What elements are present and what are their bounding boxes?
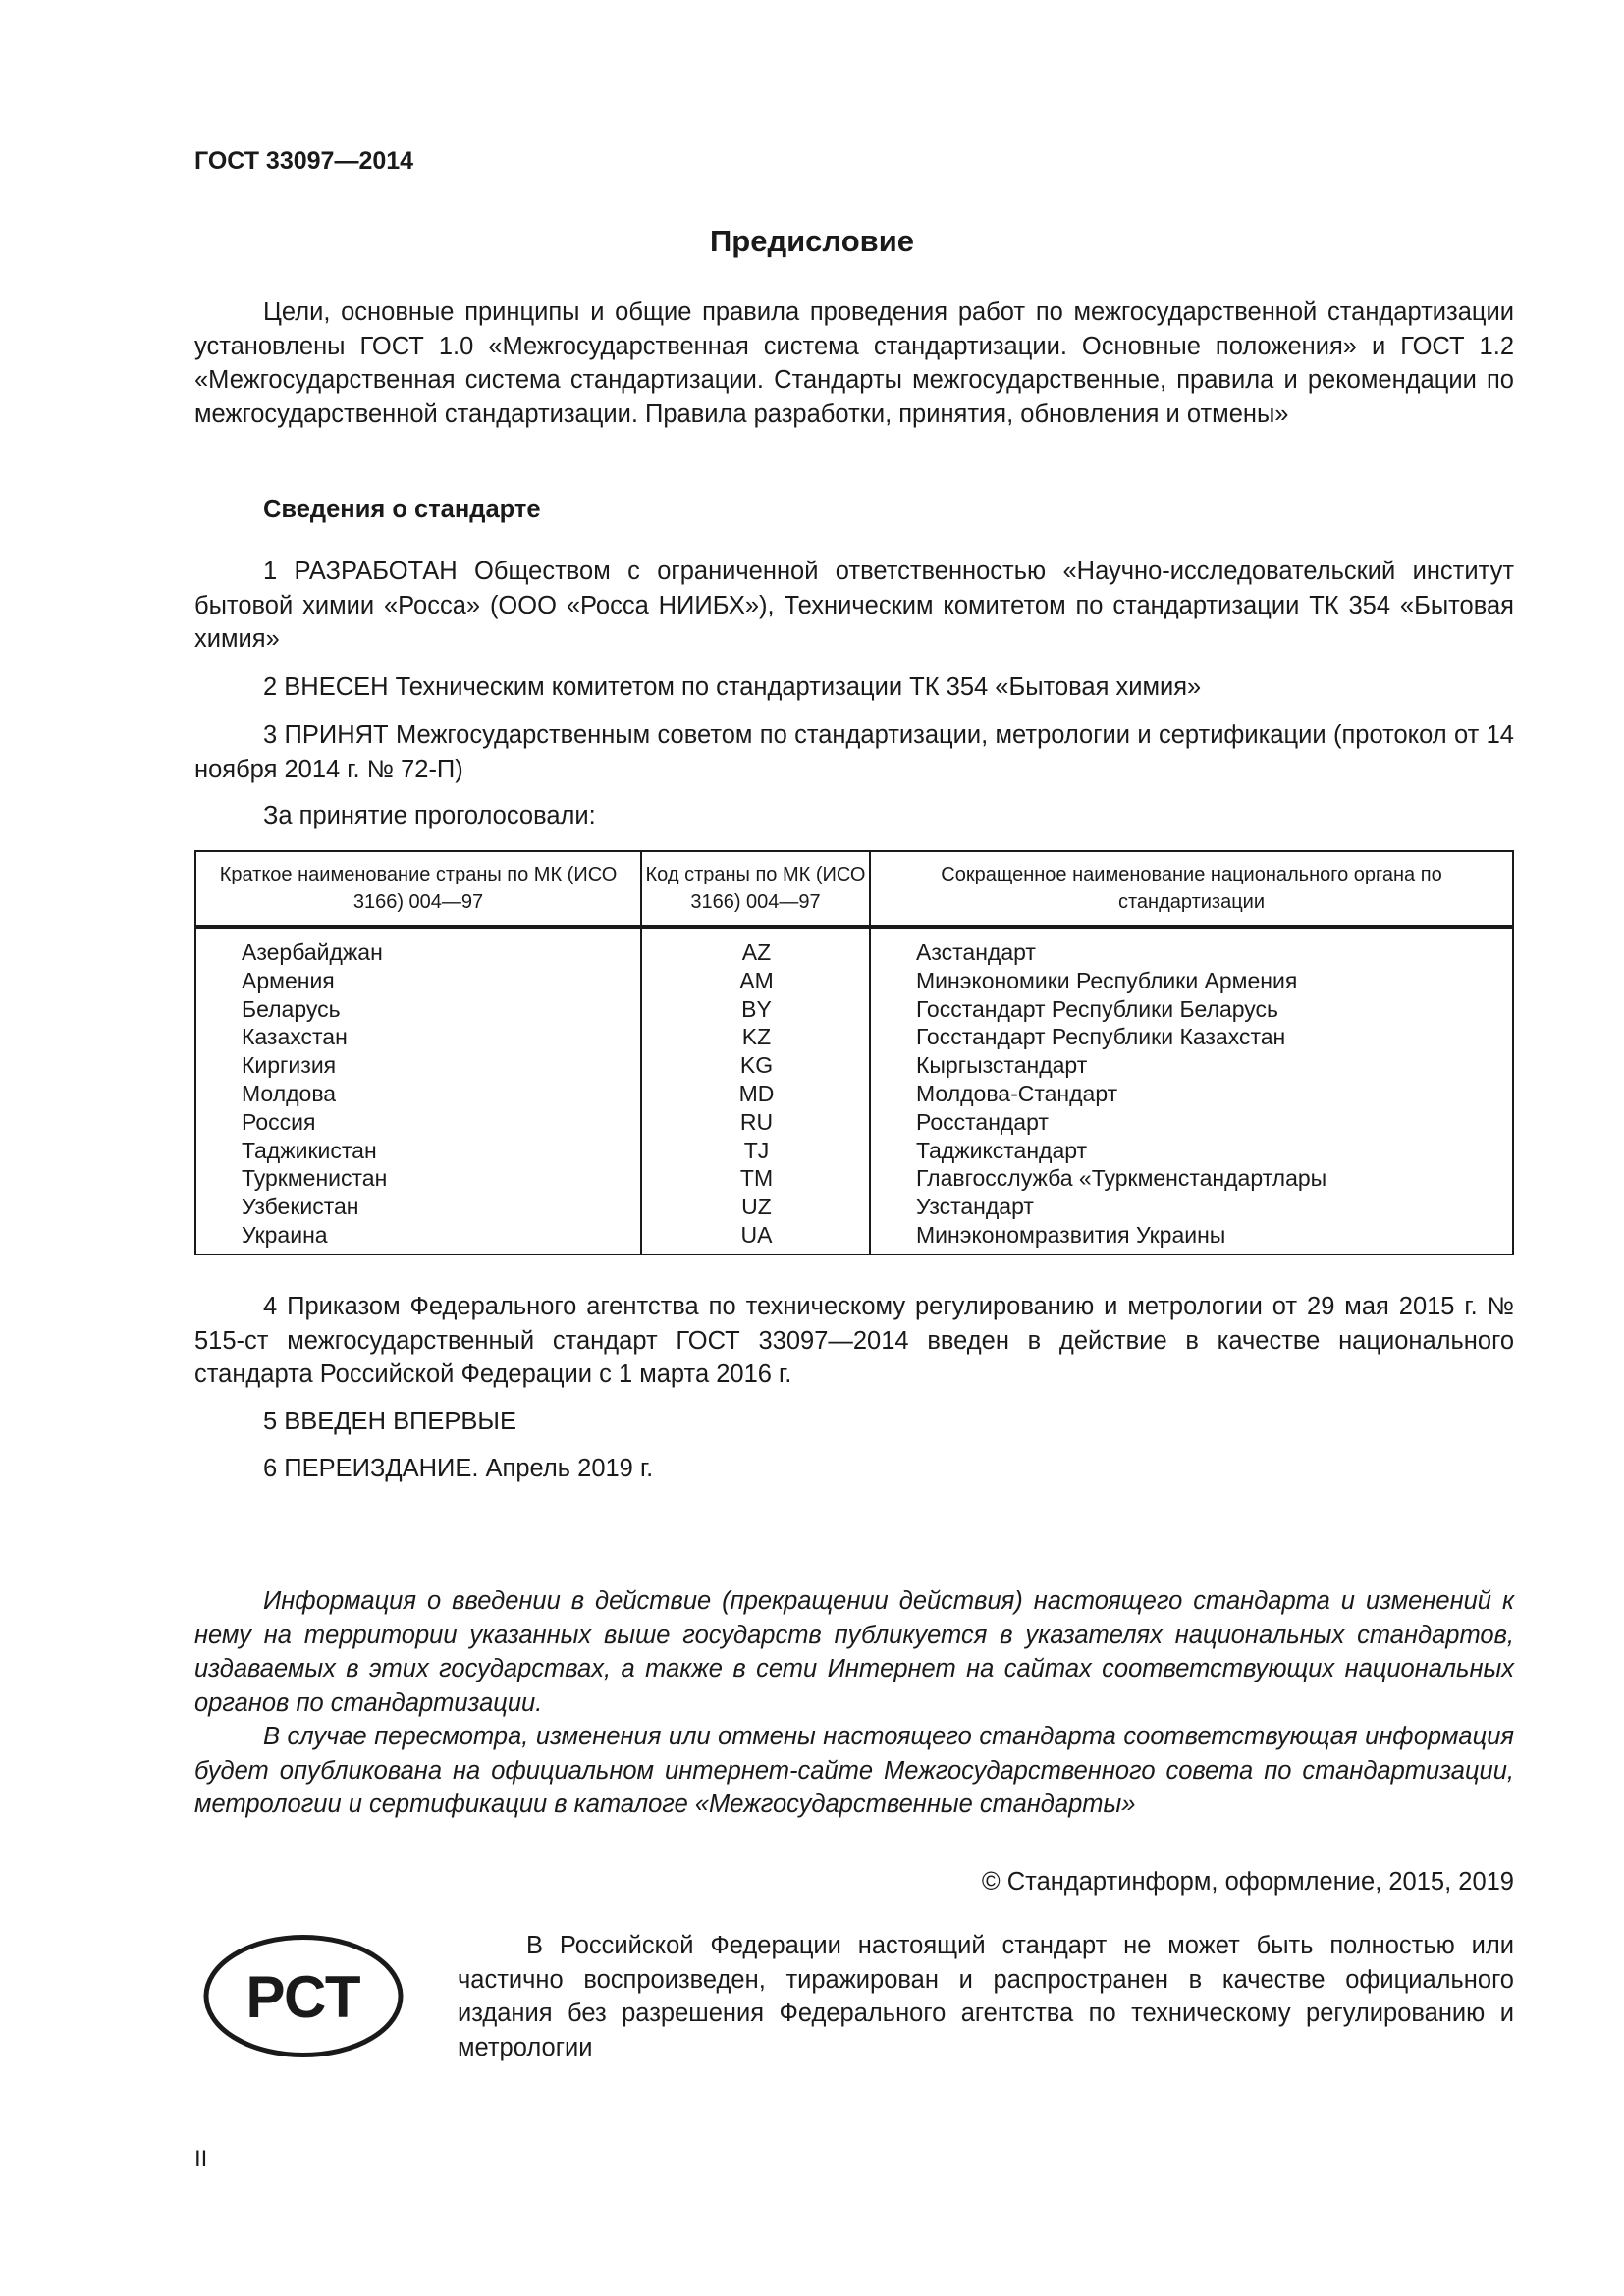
item-2-submitted: 2 ВНЕСЕН Техническим комитетом по стандартизации ТК 354 «Бытовая химия» [263,673,1202,701]
table-cell-code: UA [740,1221,773,1248]
table-cell-code: KZ [741,1024,772,1050]
table-cell-code: KG [739,1052,774,1079]
table-cell-code: TM [739,1165,774,1192]
item-6-reissue: 6 ПЕРЕИЗДАНИЕ. Апрель 2019 г. [263,1455,654,1482]
rst-certification-mark-icon [202,1933,405,2059]
reproduction-notice: В Российской Федерации настоящий стандарт не может быть полностью или частично воспроизведен, тиражирован и распространен в качестве официального издания без разрешения Федерального агентства по техническому регулированию и метрологии [458,1932,1514,2061]
voting-table [194,850,1514,1255]
table-column-code [642,938,871,1250]
table-header-country: Краткое наименование страны по МК (ИСО 3166) 004—97 [196,852,642,925]
table-cell-body: Узстандарт [916,1194,1034,1220]
table-cell-country: Азербайджан [242,939,383,965]
table-cell-country: Узбекистан [242,1194,359,1220]
table-cell-body: Таджикстандарт [916,1137,1088,1163]
table-cell-country: Таджикистан [242,1137,377,1163]
table-cell-body: Госстандарт Республики Беларусь [916,995,1279,1022]
page-title: Предисловие [709,224,914,258]
section-subtitle: Сведения о стандарте [263,496,541,523]
table-cell-code: BY [741,995,772,1022]
table-cell-body: Госстандарт Республики Казахстан [916,1024,1286,1050]
table-column-country [242,938,387,1250]
table-header-divider [196,925,1512,929]
table-cell-country: Киргизия [242,1052,337,1079]
table-cell-body: Кыргызстандарт [916,1052,1088,1079]
table-cell-code: AM [739,967,774,993]
standard-code-header: ГОСТ 33097—2014 [194,147,414,175]
table-header-body: Сокращенное наименование национального органа по стандартизации [941,864,1442,913]
vote-caption: За принятие проголосовали: [263,802,596,829]
table-cell-code: UZ [741,1194,772,1220]
info-paragraph-1: Информация о введении в действие (прекращении действия) настоящего стандарта и изменений к нему на территории указанных выше государств публикуется в указателях национальных стандартов, издаваемых в этих государствах, а также в сети Интернет на сайтах соответствующих национальных органов по стандартизации. [194,1587,1514,1717]
table-cell-body: Азстандарт [916,939,1036,965]
item-5-first-introduced: 5 ВВЕДЕН ВПЕРВЫЕ [263,1408,517,1435]
item-4-order: 4 Приказом Федерального агентства по техническому регулированию и метрологии от 29 мая 2015 г. № 515-ст межгосударственный стандарт ГОСТ 33097—2014 введен в действие в качестве национального стандарта Российской Федерации с 1 марта 2016 г. [194,1293,1514,1389]
table-cell-country: Армения [242,967,335,993]
table-cell-body: Росстандарт [916,1108,1049,1135]
table-header-code: Код страны по МК (ИСО 3166) 004—97 [642,852,871,925]
table-cell-code: RU [739,1108,774,1135]
info-paragraph-2: В случае пересмотра, изменения или отмены настоящего стандарта соответствующая информация будет опубликована на официальном интернет-сайте Межгосударственного совета по стандартизации, метрологии и сертификации в каталоге «Межгосударственные стандарты» [194,1723,1514,1819]
table-cell-country: Туркменистан [242,1165,388,1192]
table-cell-body: Минэкономразвития Украины [916,1221,1226,1248]
table-cell-body: Главгосслужба «Туркменстандартлары [916,1165,1327,1192]
table-cell-country: Беларусь [242,995,341,1022]
logo-text: РСТ [245,1964,361,2030]
table-cell-code: MD [738,1080,775,1106]
item-1-developed: 1 РАЗРАБОТАН Обществом с ограниченной ответственностью «Научно-исследовательский институт бытовой химии «Росса» (ООО «Росса НИИБХ»), Техническим комитетом по стандартизации ТК 354 «Бытовая химия» [194,558,1514,654]
table-cell-body: Молдова-Стандарт [916,1080,1118,1106]
table-column-body [916,938,1326,1250]
table-cell-code: AZ [741,939,772,965]
table-cell-country: Украина [242,1221,328,1248]
intro-paragraph: Цели, основные принципы и общие правила проведения работ по межгосударственной стандартизации установлены ГОСТ 1.0 «Межгосударственная система стандартизации. Основные положения» и ГОСТ 1.2 «Межгосударственная система стандартизации. Стандарты межгосударственные, правила и рекомендации по межгосударственной стандартизации. Правила разработки, принятия, обновления и отмены» [194,298,1514,428]
table-cell-country: Молдова [242,1080,337,1106]
copyright-line: © Стандартинформ, оформление, 2015, 2019 [981,1868,1514,1896]
table-cell-code: TJ [743,1137,770,1163]
page-number: II [194,2146,208,2172]
item-3-adopted: 3 ПРИНЯТ Межгосударственным советом по стандартизации, метрологии и сертификации (протокол от 14 ноября 2014 г. № 72-П) [194,721,1514,783]
table-cell-country: Россия [242,1108,316,1135]
table-cell-country: Казахстан [242,1024,348,1050]
table-cell-body: Минэкономики Республики Армения [916,967,1298,993]
